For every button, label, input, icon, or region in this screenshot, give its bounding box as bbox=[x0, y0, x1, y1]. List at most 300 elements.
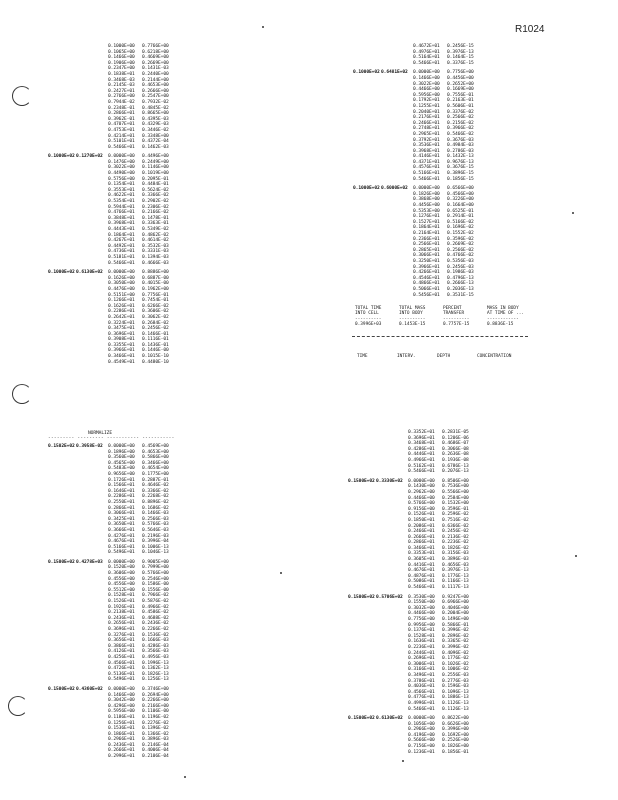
cell-value: 0.2566E-02 bbox=[447, 115, 474, 121]
cell-depth: 0.3606E+00 bbox=[108, 571, 135, 577]
cell-value: 0.9005E+00 bbox=[142, 559, 169, 565]
cell-value: 0.2196E-03 bbox=[142, 533, 169, 539]
cell-depth: 0.2466E+01 bbox=[408, 529, 435, 535]
cell-value: 0.2652E+00 bbox=[447, 81, 474, 87]
cell-value: 0.7516E-02 bbox=[442, 517, 469, 523]
cell-value: 0.1446E-00 bbox=[142, 348, 169, 354]
cell-value: 0.4372E-04 bbox=[142, 139, 169, 145]
table-row bbox=[348, 707, 476, 713]
cell-value: 0.2669E+00 bbox=[142, 60, 169, 66]
cell-depth: 0.4126E+01 bbox=[108, 649, 135, 655]
cell-depth: 0.4466E+00 bbox=[408, 495, 435, 501]
cell-depth: 0.4726E+01 bbox=[108, 666, 135, 672]
cell-value: 0.4766E-02 bbox=[447, 253, 474, 259]
cell-depth: 0.0000E+00 bbox=[408, 478, 435, 484]
cell-value: 0.5646E-03 bbox=[142, 527, 169, 533]
cell-depth: 0.3605E+01 bbox=[408, 557, 435, 563]
cell-depth: 0.1536E+01 bbox=[108, 726, 135, 732]
group-label-a bbox=[48, 360, 76, 366]
cell-value: 0.3976E-13 bbox=[442, 568, 469, 574]
cell-value: 0.4006E-04 bbox=[142, 748, 169, 754]
table-row bbox=[48, 145, 176, 151]
cell-value: 0.1986E-03 bbox=[447, 270, 474, 276]
cell-value: 0.1464E-15 bbox=[447, 55, 474, 61]
cell-value: 0.7756E-01 bbox=[142, 292, 169, 298]
cell-value: 0.4845E-02 bbox=[142, 105, 169, 111]
cell-value: 0.1106E-00 bbox=[142, 709, 169, 715]
cell-value: 0.5766E-03 bbox=[142, 522, 169, 528]
cell-value: 0.8896E-02 bbox=[142, 499, 169, 505]
cell-depth: 0.4416E+01 bbox=[408, 562, 435, 568]
cell-depth: 0.1626E+00 bbox=[108, 275, 135, 281]
cell-depth: 0.3968E+01 bbox=[413, 148, 440, 154]
cell-depth: 0.4549E+01 bbox=[108, 359, 135, 365]
cell-value: 0.1096E-13 bbox=[442, 689, 469, 695]
cell-depth: 0.3250E+01 bbox=[413, 258, 440, 264]
cell-depth: 0.2550E+01 bbox=[108, 499, 135, 505]
cell-depth: 0.1726E+01 bbox=[108, 477, 135, 483]
cell-depth: 0.1626E+01 bbox=[108, 303, 135, 309]
cell-value: 0.6887E-00 bbox=[142, 275, 169, 281]
cell-depth: 0.9656E+00 bbox=[108, 471, 135, 477]
cell-depth: 0.3066E+01 bbox=[108, 511, 135, 517]
cell-value: 0.5606E-01 bbox=[447, 103, 474, 109]
cell-value: 0.1019E+00 bbox=[142, 171, 169, 177]
cell-value: 0.2456E-03 bbox=[447, 264, 474, 270]
cell-value: 0.9247E+00 bbox=[442, 594, 469, 600]
cell-depth: 0.1528E+01 bbox=[408, 633, 435, 639]
cell-depth: 0.1236E+01 bbox=[408, 749, 435, 755]
group-label-a bbox=[48, 145, 76, 151]
cell-value: 0.1394E-03 bbox=[142, 254, 169, 260]
table-row bbox=[353, 61, 481, 67]
cell-value: 0.4480E-10 bbox=[142, 359, 169, 365]
group-label-a: 0.1500E+02 bbox=[348, 478, 375, 484]
cell-value: 0.2636E-08 bbox=[442, 452, 469, 458]
cell-depth: 0.4676E+01 bbox=[408, 568, 435, 574]
cell-depth: 0.2176E+01 bbox=[413, 115, 440, 121]
group-label-a bbox=[348, 469, 376, 475]
title-rule: --------- --------- ----------- ----------- bbox=[48, 436, 175, 441]
cell-depth: 0.3866E+01 bbox=[108, 643, 135, 649]
cell-value: 0.4046E+00 bbox=[442, 605, 469, 611]
cell-value: 0.4653E+00 bbox=[142, 449, 169, 455]
cell-value: 0.1046E-13 bbox=[142, 550, 169, 556]
cell-depth: 0.4456E+00 bbox=[413, 203, 440, 209]
section-title: NORMALIZE bbox=[88, 431, 112, 436]
cell-value: 0.1462E-03 bbox=[142, 144, 169, 150]
cell-depth: 0.4996E+01 bbox=[408, 700, 435, 706]
cell-value: 0.1466E-01 bbox=[142, 331, 169, 337]
cell-depth: 0.4286E+01 bbox=[408, 446, 435, 452]
cell-depth: 0.2866E+01 bbox=[108, 111, 135, 117]
cell-value: 0.5866E+00 bbox=[142, 455, 169, 461]
cell-value: 0.1432E-13 bbox=[447, 154, 474, 160]
cell-value: 0.1856E-01 bbox=[442, 749, 469, 755]
cell-depth: 0.1866E+01 bbox=[108, 731, 135, 737]
cell-depth: 0.3468E-03 bbox=[108, 77, 135, 83]
group-label-b bbox=[376, 707, 408, 713]
cell-depth: 0.1527E+01 bbox=[413, 219, 440, 225]
group-label-b bbox=[76, 550, 108, 556]
cell-depth: 0.4966E+01 bbox=[408, 457, 435, 463]
cell-value: 0.2669E-02 bbox=[447, 242, 474, 248]
cell-depth: 0.4490E+00 bbox=[108, 171, 135, 177]
cell-depth: 0.5353E+00 bbox=[413, 208, 440, 214]
cell-depth: 0.2348E-01 bbox=[108, 105, 135, 111]
cell-value: 0.2095E-01 bbox=[142, 176, 169, 182]
cell-depth: 0.1864E+01 bbox=[108, 232, 135, 238]
cell-depth: 0.2966E+00 bbox=[408, 727, 435, 733]
cell-depth: 0.4766E+01 bbox=[108, 210, 135, 216]
cell-depth: 0.2866E+01 bbox=[108, 505, 135, 511]
cell-value: 0.2694E+00 bbox=[142, 692, 169, 698]
cell-depth: 0.4876E+01 bbox=[408, 573, 435, 579]
cell-value: 0.1126E-13 bbox=[442, 706, 469, 712]
cell-depth: 0.0000E+00 bbox=[413, 70, 440, 76]
cell-value: 0.4654E+00 bbox=[142, 466, 169, 472]
cell-depth: 0.4466E+00 bbox=[413, 87, 440, 93]
group-label-b: 0.6000E+02 bbox=[381, 186, 408, 192]
cell-depth: 0.2966E+01 bbox=[108, 737, 135, 743]
cell-depth: 0.3166E+01 bbox=[408, 667, 435, 673]
cell-value: 0.4484E-01 bbox=[142, 182, 169, 188]
cell-depth: 0.2748E+01 bbox=[413, 126, 440, 132]
cell-value: 0.1532E+00 bbox=[442, 501, 469, 507]
cell-value: 0.3896E-03 bbox=[142, 737, 169, 743]
cell-value: 0.1696E-02 bbox=[447, 225, 474, 231]
cell-depth: 0.3475E+01 bbox=[108, 326, 135, 332]
cell-depth: 0.2996E+01 bbox=[108, 754, 135, 760]
cell-depth: 0.5466E+01 bbox=[108, 260, 135, 266]
cell-value: 0.1962E+00 bbox=[142, 286, 169, 292]
cell-depth: 0.1792E+01 bbox=[413, 98, 440, 104]
group-label-a: 0.1500E+02 bbox=[348, 594, 375, 600]
column-header: DEPTH bbox=[437, 354, 451, 359]
cell-depth: 0.1550E+00 bbox=[408, 600, 435, 606]
cell-value: 0.4329E-03 bbox=[142, 122, 169, 128]
punch-hole-3 bbox=[8, 696, 28, 716]
cell-value: 0.4796E-13 bbox=[447, 275, 474, 281]
group-label-b bbox=[381, 177, 413, 183]
cell-value: 0.2306E-02 bbox=[142, 204, 169, 210]
summary-header: INTO BODY bbox=[399, 311, 423, 317]
cell-value: 0.1686E-02 bbox=[142, 505, 169, 511]
cell-value: 0.4669E+00 bbox=[142, 55, 169, 61]
cell-value: 0.4656E-03 bbox=[442, 562, 469, 568]
cell-depth: 0.4556E+00 bbox=[108, 582, 135, 588]
cell-depth: 0.4566E+01 bbox=[108, 660, 135, 666]
cell-value: 0.2831E-05 bbox=[442, 430, 469, 435]
cell-value: 0.2004E+00 bbox=[442, 611, 469, 617]
cell-depth: 0.3496E+01 bbox=[408, 672, 435, 678]
cell-depth: 0.1466E+00 bbox=[413, 75, 440, 81]
summary-value: 0.3996E+03 bbox=[355, 322, 382, 328]
cell-value: 0.6366E-02 bbox=[442, 523, 469, 529]
cell-value: 0.3531E-15 bbox=[447, 292, 474, 298]
cell-value: 0.1362E-13 bbox=[142, 666, 169, 672]
cell-value: 0.3331E-03 bbox=[142, 249, 169, 255]
cell-value: 0.2566E-02 bbox=[447, 247, 474, 253]
cell-value: 0.1552E-02 bbox=[447, 231, 474, 236]
cell-value: 0.3596E-01 bbox=[442, 506, 469, 512]
table-row bbox=[48, 360, 176, 366]
cell-value: 0.2526E+00 bbox=[442, 738, 469, 744]
cell-depth: 0.4622E+01 bbox=[108, 193, 135, 199]
cell-value: 0.3376E-02 bbox=[447, 109, 474, 115]
cell-value: 0.3896E-03 bbox=[442, 557, 469, 563]
group-label-b: 0.1270E+02 bbox=[76, 154, 103, 160]
cell-value: 0.1664E+00 bbox=[447, 203, 474, 209]
summary-header: PERCENT bbox=[443, 306, 462, 311]
table-row bbox=[348, 585, 476, 591]
cell-depth: 0.3560E+00 bbox=[108, 455, 135, 461]
cell-depth: 0.2286E+01 bbox=[108, 494, 135, 500]
cell-depth: 0.1430E+00 bbox=[408, 484, 435, 490]
cell-value: 0.6218E+00 bbox=[142, 49, 169, 55]
cell-depth: 0.4476E+00 bbox=[108, 286, 135, 292]
cell-depth: 0.0000E+00 bbox=[413, 186, 440, 192]
cell-value: 0.2546E+00 bbox=[142, 576, 169, 582]
punch-hole-2 bbox=[12, 384, 32, 404]
cell-depth: 0.1526E+01 bbox=[408, 512, 435, 518]
cell-value: 0.3746E+00 bbox=[142, 686, 169, 692]
table-row bbox=[348, 750, 476, 756]
cell-value: 0.1496E+00 bbox=[442, 617, 469, 622]
cell-depth: 0.4443E+01 bbox=[108, 227, 135, 232]
cell-depth: 0.4866E+01 bbox=[413, 281, 440, 287]
cell-depth: 0.1838E+01 bbox=[108, 71, 135, 77]
cell-depth: 0.1566E+01 bbox=[108, 483, 135, 489]
cell-depth: 0.2366E+01 bbox=[413, 236, 440, 242]
cell-depth: 0.1926E+01 bbox=[108, 604, 135, 610]
group-label-b bbox=[376, 469, 408, 475]
cell-value: 0.3365E-02 bbox=[442, 639, 469, 645]
cell-value: 0.8665E+00 bbox=[142, 111, 169, 117]
cell-value: 0.2236E-02 bbox=[442, 540, 469, 546]
cell-value: 0.8886E+00 bbox=[142, 270, 169, 276]
cell-value: 0.1556E-00 bbox=[142, 587, 169, 593]
cell-depth: 0.5166E+01 bbox=[108, 544, 135, 550]
cell-depth: 0.2866E+01 bbox=[408, 540, 435, 546]
cell-value: 0.3996E-02 bbox=[442, 628, 469, 634]
cell-depth: 0.5136E+01 bbox=[108, 671, 135, 677]
cell-value: 0.6626E+00 bbox=[442, 721, 469, 727]
cell-value: 0.1886E-13 bbox=[442, 695, 469, 701]
cell-value: 0.2584E+00 bbox=[442, 495, 469, 501]
cell-depth: 0.2138E+01 bbox=[108, 610, 135, 616]
cell-depth: 0.4214E+01 bbox=[108, 133, 135, 139]
cell-depth: 0.2164E+01 bbox=[413, 231, 440, 236]
cell-depth: 0.4576E+01 bbox=[413, 165, 440, 171]
cell-depth: 0.1266E+01 bbox=[108, 298, 135, 304]
cell-depth: 0.4036E+01 bbox=[408, 684, 435, 690]
cell-depth: 0.1526E+01 bbox=[108, 599, 135, 605]
cell-value: 0.1669E+00 bbox=[447, 87, 474, 93]
group-label-b: 0.3958E-02 bbox=[76, 444, 103, 449]
cell-value: 0.1436E-01 bbox=[142, 342, 169, 348]
cell-value: 0.6786E-13 bbox=[442, 463, 469, 469]
cell-depth: 0.5496E+01 bbox=[108, 550, 135, 556]
cell-depth: 0.3968E+01 bbox=[108, 221, 135, 227]
cell-depth: 0.5766E+00 bbox=[408, 501, 435, 507]
cell-value: 0.2547E+00 bbox=[142, 94, 169, 100]
cell-value: 0.6525E-01 bbox=[447, 208, 474, 214]
cell-value: 0.2449E+00 bbox=[142, 159, 169, 165]
group-label-b: 0.6130E+02 bbox=[76, 270, 103, 276]
cell-depth: 0.5466E+01 bbox=[413, 176, 440, 182]
column-header: TIME bbox=[357, 354, 368, 359]
cell-value: 0.2076E-13 bbox=[442, 469, 469, 475]
cell-value: 0.7766E+00 bbox=[142, 44, 169, 49]
cell-depth: 0.3696E+01 bbox=[108, 331, 135, 337]
group-label-a bbox=[48, 261, 76, 267]
cell-value: 0.3366E-02 bbox=[142, 488, 169, 494]
cell-value: 0.2440E+00 bbox=[142, 71, 169, 77]
cell-value: 0.6966E+00 bbox=[442, 600, 469, 606]
cell-value: 0.2106E-04 bbox=[142, 754, 169, 760]
cell-depth: 0.3466E+01 bbox=[408, 545, 435, 551]
cell-depth: 0.2696E+01 bbox=[408, 656, 435, 662]
cell-value: 0.5466E-02 bbox=[447, 131, 474, 137]
group-label-a bbox=[353, 293, 381, 299]
cell-depth: 0.5666E+00 bbox=[408, 738, 435, 744]
cell-value: 0.3676E-03 bbox=[447, 137, 474, 143]
cell-depth: 0.3022E+00 bbox=[108, 165, 135, 171]
cell-depth: 0.1354E+01 bbox=[108, 182, 135, 188]
cell-depth: 0.5164E+01 bbox=[413, 55, 440, 61]
cell-value: 0.3156E-03 bbox=[442, 551, 469, 557]
cell-value: 0.3466E+00 bbox=[142, 460, 169, 466]
cell-value: 0.3606E-02 bbox=[142, 309, 169, 315]
cell-depth: 0.3006E+01 bbox=[408, 661, 435, 667]
cell-depth: 0.4492E+01 bbox=[108, 243, 135, 249]
cell-depth: 0.3353E+01 bbox=[408, 551, 435, 557]
cell-depth: 0.4466E+00 bbox=[408, 611, 435, 617]
column-headers bbox=[357, 354, 517, 359]
cell-value: 0.1026E-02 bbox=[442, 661, 469, 667]
cell-depth: 0.2436E+01 bbox=[108, 615, 135, 621]
cell-value: 0.1666E-03 bbox=[142, 638, 169, 644]
cell-value: 0.1006E-13 bbox=[142, 544, 169, 550]
cell-depth: 0.5956E+00 bbox=[413, 92, 440, 98]
cell-depth: 0.1276E+01 bbox=[413, 214, 440, 220]
cell-depth: 0.3466E+01 bbox=[108, 354, 135, 360]
cell-value: 0.1006E-02 bbox=[442, 667, 469, 673]
table-row bbox=[48, 261, 176, 267]
cell-value: 0.1596E-03 bbox=[442, 684, 469, 690]
cell-depth: 0.3656E+01 bbox=[108, 638, 135, 644]
group-label-a: 0.1000E+02 bbox=[353, 70, 380, 76]
cell-depth: 0.4976E+01 bbox=[413, 49, 440, 55]
cell-depth: 0.3022E+00 bbox=[413, 81, 440, 87]
group-label-b bbox=[76, 677, 108, 683]
cell-value: 0.4966E-02 bbox=[142, 604, 169, 610]
summary-header: INTO CELL bbox=[355, 311, 379, 317]
cell-depth: 0.4565E+00 bbox=[108, 460, 135, 466]
cell-value: 0.2456E-02 bbox=[142, 326, 169, 332]
cell-value: 0.4015E-00 bbox=[142, 281, 169, 287]
cell-value: 0.1256E-13 bbox=[142, 677, 169, 683]
cell-depth: 0.5162E+01 bbox=[408, 463, 435, 469]
table-row bbox=[353, 177, 481, 183]
group-label-a bbox=[48, 550, 76, 556]
cell-depth: 0.5756E+00 bbox=[108, 176, 135, 182]
cell-value: 0.6266E-02 bbox=[142, 303, 169, 309]
cell-depth: 0.0000E+00 bbox=[108, 559, 135, 565]
cell-depth: 0.2446E+01 bbox=[408, 650, 435, 656]
cell-depth: 0.0000E+00 bbox=[108, 154, 135, 160]
summary-header: AT TIME OF ... bbox=[487, 311, 525, 317]
group-label-b bbox=[376, 750, 408, 756]
cell-depth: 0.2427E+01 bbox=[108, 88, 135, 94]
cell-depth: 0.3032E+00 bbox=[408, 605, 435, 611]
table-top-left bbox=[48, 44, 176, 365]
group-label-a bbox=[348, 707, 376, 713]
cell-depth: 0.1896E+00 bbox=[108, 449, 135, 455]
cell-value: 0.2456E-02 bbox=[442, 529, 469, 535]
summary-header: TRANSFER bbox=[443, 311, 465, 317]
cell-value: 0.3566E-03 bbox=[142, 649, 169, 655]
group-label-b bbox=[381, 293, 413, 299]
cell-value: 0.3896E-15 bbox=[447, 171, 474, 177]
cell-value: 0.4456E+00 bbox=[447, 75, 474, 81]
summary-header: MASS IN BODY bbox=[487, 306, 519, 311]
cell-value: 0.1536E-02 bbox=[142, 632, 169, 638]
cell-value: 0.2776E-03 bbox=[442, 678, 469, 684]
cell-depth: 0.5166E+01 bbox=[413, 171, 440, 177]
table-bottom-right bbox=[348, 430, 476, 755]
cell-value: 0.3596E-02 bbox=[447, 236, 474, 242]
group-label-a: 0.1000E+02 bbox=[48, 154, 75, 160]
cell-value: 0.1996E-13 bbox=[142, 660, 169, 666]
group-label-b: 0.5706E+02 bbox=[376, 594, 403, 600]
cell-depth: 0.1864E+01 bbox=[413, 225, 440, 231]
cell-value: 0.1478E-01 bbox=[142, 215, 169, 221]
cell-depth: 0.3908E+01 bbox=[108, 337, 135, 343]
cell-value: 0.7999E+00 bbox=[142, 565, 169, 571]
cell-value: 0.5876E-02 bbox=[142, 599, 169, 605]
table-row bbox=[48, 677, 176, 683]
cell-value: 0.3996E-04 bbox=[142, 539, 169, 545]
cell-value: 0.8506E+00 bbox=[442, 478, 469, 484]
cell-depth: 0.2466E+01 bbox=[413, 120, 440, 126]
cell-value: 0.2268E-02 bbox=[142, 494, 169, 500]
cell-depth: 0.3966E+01 bbox=[108, 348, 135, 354]
cell-depth: 0.4776E+01 bbox=[408, 695, 435, 701]
cell-depth: 0.3848E+01 bbox=[108, 215, 135, 221]
cell-value: 0.2156E-02 bbox=[447, 120, 474, 126]
cell-depth: 0.1255E+01 bbox=[413, 103, 440, 109]
cell-value: 0.3348E+00 bbox=[142, 133, 169, 139]
summary-value: 0.1453E-15 bbox=[399, 322, 426, 328]
cell-depth: 0.1476E+00 bbox=[108, 159, 135, 165]
cell-depth: 0.2666E+01 bbox=[408, 534, 435, 540]
cell-value: 0.4569E+00 bbox=[142, 444, 169, 449]
cell-depth: 0.3650E+01 bbox=[108, 522, 135, 528]
cell-depth: 0.4371E+01 bbox=[413, 159, 440, 165]
cell-value: 0.8622E+00 bbox=[442, 716, 469, 722]
cell-value: 0.3996E-02 bbox=[442, 644, 469, 650]
cell-value: 0.3226E+00 bbox=[447, 197, 474, 203]
cell-depth: 0.2236E+01 bbox=[408, 644, 435, 650]
group-label-b bbox=[76, 261, 108, 267]
cell-value: 0.4666E-03 bbox=[142, 260, 169, 266]
summary-value: 0.7757E-15 bbox=[443, 322, 470, 328]
cell-depth: 0.4267E+01 bbox=[108, 238, 135, 244]
group-label-b bbox=[76, 360, 108, 366]
cell-value: 0.1586E-00 bbox=[142, 582, 169, 588]
